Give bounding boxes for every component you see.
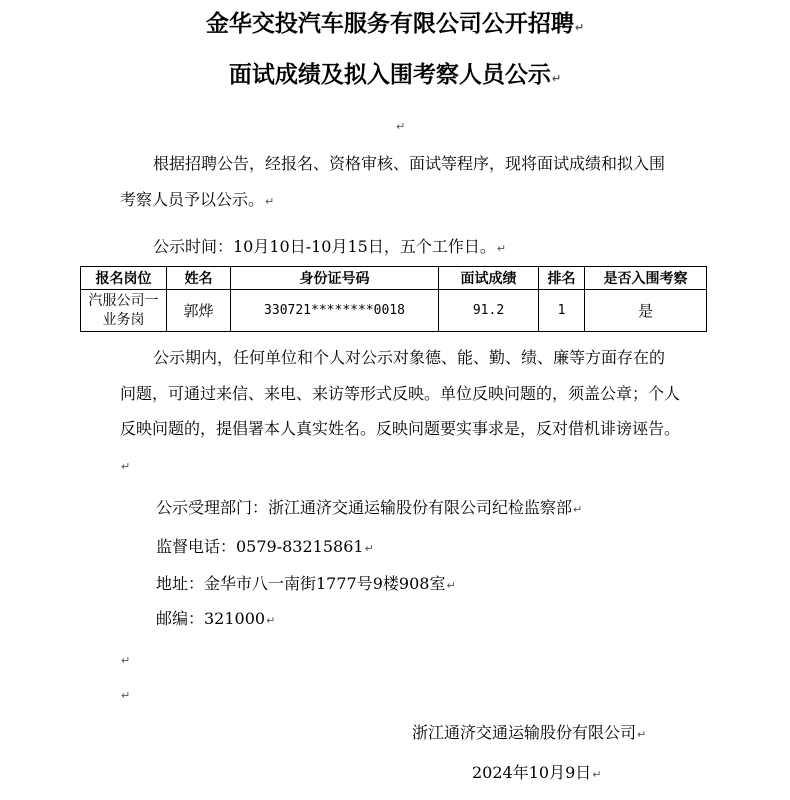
notice-paragraph xyxy=(120,340,680,484)
cell-rank: 1 xyxy=(539,290,585,332)
signature-date xyxy=(472,760,601,783)
header-rank: 排名 xyxy=(539,267,585,290)
paragraph-mark-icon: ↵ xyxy=(496,242,507,255)
cell-id: 330721********0018 xyxy=(231,290,439,332)
cell-score: 91.2 xyxy=(439,290,539,332)
signature-date-text: 2024年10月9日 xyxy=(472,763,592,782)
contact-postcode xyxy=(156,601,716,639)
table-header-row xyxy=(81,267,707,290)
cell-post: 汽服公司一业务岗 xyxy=(81,290,167,332)
title-line-1-text: 金华交投汽车服务有限公司公开招聘 xyxy=(205,10,574,37)
paragraph-mark-icon: ↵ xyxy=(121,459,131,473)
paragraph-mark-icon: ↵ xyxy=(121,689,131,702)
paragraph-mark-icon: ↵ xyxy=(574,21,585,34)
contact-dept xyxy=(156,490,696,528)
paragraph-mark-icon: ↵ xyxy=(592,768,602,781)
period-paragraph xyxy=(120,229,680,267)
signature-company xyxy=(412,720,646,743)
cell-name: 郭烨 xyxy=(167,290,231,332)
paragraph-mark-icon: ↵ xyxy=(637,728,647,741)
period-text: 公示时间：10月10日-10月15日，五个工作日。 xyxy=(153,237,496,256)
table-row xyxy=(81,290,707,332)
header-name: 姓名 xyxy=(167,267,231,290)
intro-paragraph xyxy=(120,146,680,219)
header-id: 身份证号码 xyxy=(231,267,439,290)
paragraph-mark-icon: ↵ xyxy=(573,503,583,516)
title-line-2 xyxy=(0,56,790,89)
title-line-1 xyxy=(0,5,790,38)
paragraph-mark-icon: ↵ xyxy=(396,120,406,133)
paragraph-mark-icon: ↵ xyxy=(265,194,275,208)
contact-address-text: 地址：金华市八一南街1777号9楼908室 xyxy=(156,574,446,593)
header-post: 报名岗位 xyxy=(81,267,167,290)
notice-text: 公示期内，任何单位和个人对公示对象德、能、勤、绩、廉等方面存在的问题，可通过来信、来电、来访等形式反映。单位反映问题的，须盖公章；个人反映问题的，提倡署本人真实姓名。反映问题要实事求是，反对借机诽谤诬告。 xyxy=(120,348,681,438)
contact-phone-text: 监督电话：0579-83215861 xyxy=(156,537,364,556)
contact-address xyxy=(156,566,716,604)
contact-postcode-text: 邮编：321000 xyxy=(156,609,266,628)
signature-company-text: 浙江通济交通运输股份有限公司 xyxy=(412,723,637,742)
header-score: 面试成绩 xyxy=(439,267,539,290)
intro-text: 根据招聘公告，经报名、资格审核、面试等程序，现将面试成绩和拟入围考察人员予以公示。 xyxy=(120,154,666,209)
header-shortlisted: 是否入围考察 xyxy=(585,267,707,290)
result-table xyxy=(80,266,707,332)
paragraph-mark-icon: ↵ xyxy=(551,72,562,85)
contact-phone xyxy=(156,529,716,567)
title-line-2-text: 面试成绩及拟入围考察人员公示 xyxy=(228,61,551,88)
paragraph-mark-icon: ↵ xyxy=(121,654,131,667)
paragraph-mark-icon: ↵ xyxy=(446,579,456,592)
cell-shortlisted: 是 xyxy=(585,290,707,332)
paragraph-mark-icon: ↵ xyxy=(266,614,276,627)
contact-dept-text: 公示受理部门：浙江通济交通运输股份有限公司纪检监察部 xyxy=(156,498,573,517)
paragraph-mark-icon: ↵ xyxy=(364,542,374,555)
